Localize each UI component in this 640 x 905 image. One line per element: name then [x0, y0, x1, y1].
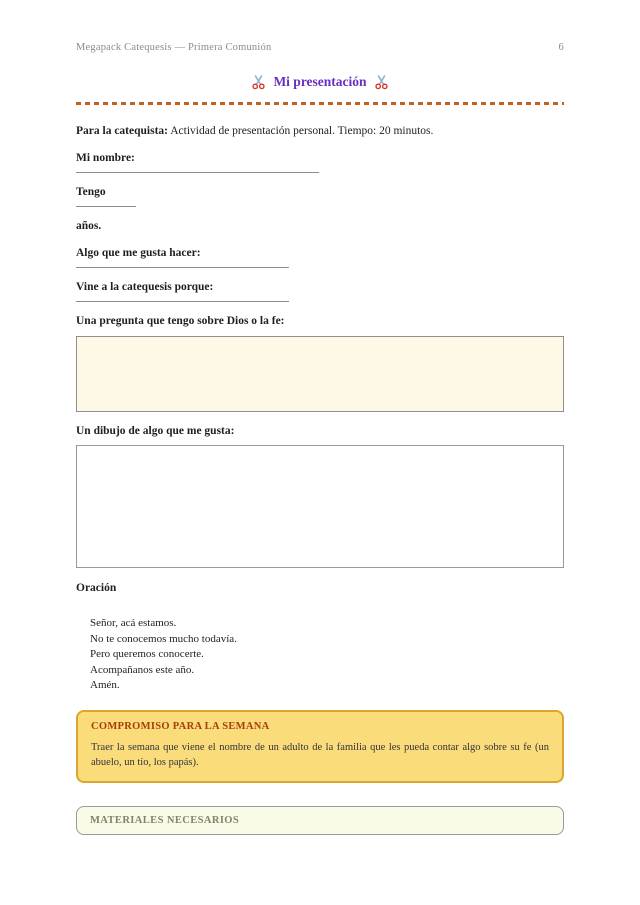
prayer-line: Amén. — [90, 679, 120, 691]
prayer-heading: Oración — [76, 582, 117, 594]
commitment-heading: COMPROMISO PARA LA SEMANA — [91, 720, 270, 732]
drawing-box — [76, 445, 564, 568]
prayer-line: Acompañanos este año. — [90, 663, 195, 676]
fill-in-line-like — [76, 267, 289, 268]
field-label-age-suffix: años. — [76, 220, 102, 232]
doc-title: Megapack Catequesis — Primera Comunión — [76, 42, 272, 53]
prayer-text — [90, 616, 564, 694]
prayer-line: No te conocemos mucho todavía. — [90, 632, 237, 645]
running-header — [76, 0, 564, 53]
page-number: 6 — [558, 42, 564, 53]
field-label-question: Una pregunta que tengo sobre Dios o la fe: — [76, 315, 285, 327]
field-label-why: Vine a la catequesis porque: — [76, 281, 214, 293]
intro-label: Para la catequista: — [76, 125, 168, 137]
section-title-text: Mi presentación — [273, 74, 367, 89]
field-label-drawing: Un dibujo de algo que me gusta: — [76, 425, 235, 437]
intro-paragraph — [76, 123, 564, 139]
fill-in-line-why — [76, 301, 289, 302]
dashed-divider — [76, 102, 564, 105]
field-label-name: Mi nombre: — [76, 152, 135, 164]
commitment-text: Traer la semana que viene el nombre de un adulto de la familia que les pueda contar algo sobre su fe (un abuelo, un tío, los papás). — [91, 741, 549, 768]
fill-in-line-age — [76, 206, 136, 207]
prayer-line: Pero queremos conocerte. — [90, 648, 204, 660]
fill-in-line-name — [76, 172, 319, 173]
prayer-line: Señor, acá estamos. — [90, 617, 177, 629]
intro-text: Actividad de presentación personal. Tiempo: 20 minutos. — [167, 125, 434, 137]
commitment-card — [76, 710, 564, 783]
field-label-age-prefix: Tengo — [76, 186, 106, 198]
question-answer-box — [76, 336, 564, 412]
scissors-icon — [251, 75, 266, 90]
materials-heading: MATERIALES NECESARIOS — [90, 814, 240, 826]
field-label-like: Algo que me gusta hacer: — [76, 247, 201, 259]
materials-card — [76, 806, 564, 835]
scissors-icon — [374, 75, 389, 90]
section-title — [76, 74, 564, 90]
